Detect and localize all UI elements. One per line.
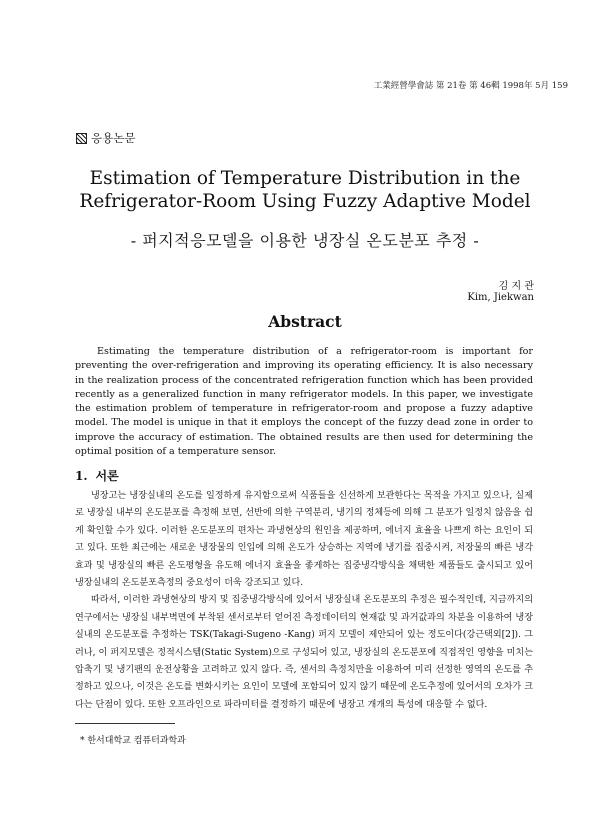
- abstract-text: Estimating the temperature distribution of a refrigerator-room is important for preventing the over-refrigeration and improving its operating efficiency. It is also necessary in the realization process of the concentrated refrigeration function which has been provided recently as a generalized function in many refrigerator models. In this paper, we investigate the estimation problem of temperature in refrigerator-room and propose a fuzzy adaptive model. The model is unique in that it employs the concept of the fuzzy dead zone in order to improve the accuracy of estimation. The obtained results are then used for determining the optimal position of a temperature sensor.: [75, 346, 533, 458]
- abstract-heading: Abstract: [268, 312, 342, 331]
- section1-title: 서론: [95, 469, 119, 483]
- footnote: * 한서대학교 컴퓨터과학과: [80, 736, 186, 746]
- title-en-line2: Refrigerator-Room Using Fuzzy Adaptive Model: [79, 191, 531, 212]
- body-paragraph-1: 냉장고는 냉장실내의 온도를 일정하게 유지함으로써 식품들을 신선하게 보관한다는 목적을 가지고 있으나, 실제로 냉장실 내부의 온도분포를 측정해 보면, 선반에 의한 구역분리, 냉기의 정체등에 의해 그 분포가 일정치 않음을 쉽게 확인할 수가 있다. 이러한 온도분포의 편차는 과냉현상의 원인을 제공하며, 에너지 효율을 나쁘게 하는 요인이 되고 있다. 또한 최근에는 새로운 냉장물의 인입에 의해 온도가 상승하는 지역에 냉기를 집중시켜, 저장물의 빠른 냉각효과 및 냉장실의 빠른 온도평형을 유도해 에너지 효율을 좋게하는 집중냉각방식을 채택한 제품들도 출시되고 있어 냉장실내의 온도분포측정의 중요성이 더욱 강조되고 있다.: [75, 491, 533, 589]
- section-tag-label: 응용논문: [91, 131, 136, 145]
- section1-number: 1.: [75, 469, 88, 483]
- author-en: Kim, Jiekwan: [467, 292, 534, 303]
- hatched-square-icon: [76, 133, 87, 144]
- section1-body: [75, 488, 533, 714]
- body-paragraph-2: 따라서, 이러한 과냉현상의 방지 및 집중냉각방식에 있어서 냉장실내 온도분포의 추정은 필수적인데, 지금까지의 연구에서는 냉장실 내부벽면에 부착된 센서로부터 얻어진 측정데이터의 현재값 및 과거값과의 차분을 이용하여 냉장실내의 온도분포를 추정하는 TSK(Takagi-Sugeno -Kang) 퍼지 모델이 제안되어 있는 정도이다(강근택외[2]). 그러나, 이 퍼지모델은 정적시스템(Static System)으로 구성되어 있고, 냉장실의 온도분포에 직접적인 영향을 미치는 압축기 및 냉기팬의 운전상황을 고려하고 있지 않다. 즉, 센서의 측정치만을 이용하여 미리 선정한 영역의 온도를 추정하고 있으나, 이것은 온도를 변화시키는 요인이 모델에 포함되어 있지 않기 때문에 온도추정에 있어서의 오차가 크다는 단점이 있다. 또한 오프라인으로 파라미터를 결정하기 때문에 냉장고 개개의 특성에 대응할 수 없다.: [75, 595, 533, 710]
- section1-heading: [75, 467, 127, 484]
- title-en-line1: Estimation of Temperature Distribution in the: [89, 168, 521, 189]
- section-tag: [76, 130, 135, 146]
- journal-header: 工業經營學會誌 第 21卷 第 46輯 1998年 5月 159: [373, 81, 568, 91]
- abstract-body: [75, 345, 533, 459]
- author-ko: 김 지 관: [498, 281, 534, 292]
- title-ko: - 퍼지적응모델을 이용한 냉장실 온도분포 추정 -: [130, 231, 480, 250]
- footnote-divider: [75, 723, 175, 724]
